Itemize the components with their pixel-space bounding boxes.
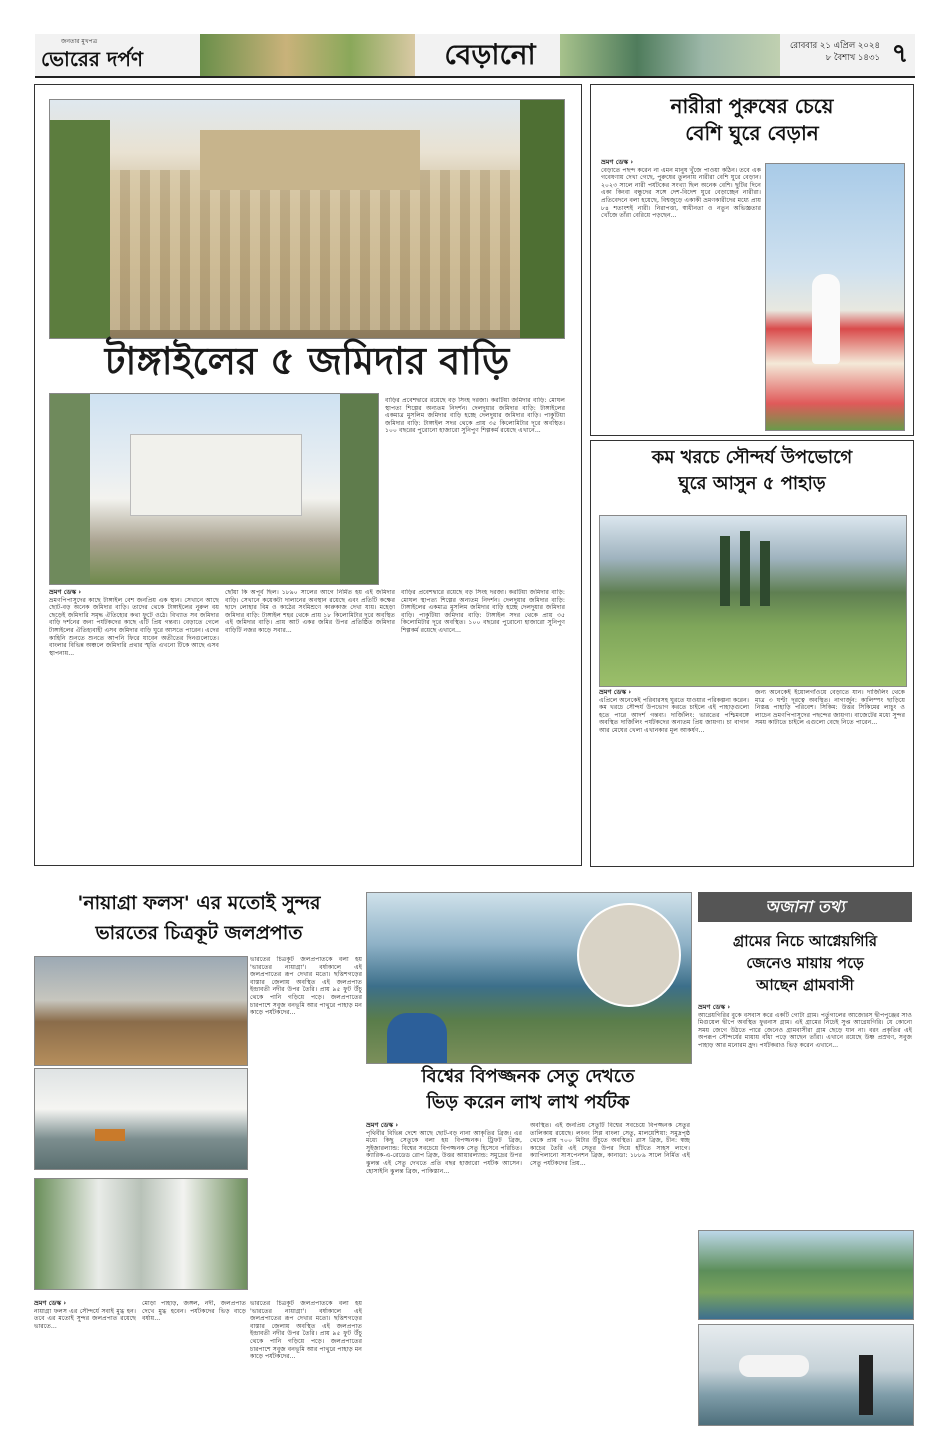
- tangail-col1-text: ভ্রমণপিপাসুদের কাছে টাঙ্গাইল বেশ জনপ্রিয় এক স্থান। সেখানে আছে ছোট-বড় অনেক জমিদার বাড়ি। তাদের থেকে টাঙ্গাইলের নুরুল বয় ছেড়েই জমিদারি সমৃদ্ধ ঐতিহ্যের কথা ফুটে ওঠে। বিখ্যাত সব জমিদার বাড়ি দর্শনের জন্য পর্যটকদের কাছে এটি প্রিয় গন্তব্য। বেড়াতে গেলে টাঙ্গাইলের ঐতিহ্যবাহী এসব জমিদার বাড়ি ঘুরে আসতে পারেন। এদের কাহিনি শুনতে শুনতে আপনি ফিরে যাবেন অতীতের দিনগুলোতে। বাংলার বিভিন্ন অঞ্চলে জমিদারি প্রথার স্মৃতি এখনো টিকে আছে এসব স্থাপনায়...: [49, 596, 219, 657]
- hills-col2: [755, 689, 905, 861]
- bridge-col2-text: অবস্থিত। এই জনপ্রিয় সেতুটি বিশ্বের সবচেয়ে বিপজ্জনক সেতুর তালিকায় রয়েছে। লংনং সিপ্ল বাংলা সেতু, মালয়েশিয়া: সমুদ্রপৃষ্ঠ থেকে প্রায় ৭০০ মিটার উঁচুতে অবস্থিত। গ্লাস ব্রিজ, চীন: স্বচ্ছ কাচের তৈরি এই সেতুর উপর দিয়ে হাঁটতে সাহস লাগে। ক্যাপিলানো সাসপেনশন ব্রিজ, কানাডা: ১৮৮৯ সালে নির্মিত এই সেতু পর্যটকদের প্রিয়...: [530, 1122, 690, 1167]
- women-byline: ভ্রমণ ডেস্ক ›: [601, 159, 634, 166]
- paper-name: ভোরের দর্পণ: [41, 47, 143, 71]
- date-english: রোববার ২১ এপ্রিল ২০২৪: [789, 41, 880, 51]
- bridge-col1-text: পৃথিবীর বিভিন্ন দেশে আছে ছোট-বড় নানা আকৃতির ব্রিজ। এর মধ্যে কিছু সেতুকে বলা হয় বিপজ্জনক। ট্রিফট ব্রিজ, সুইজারল্যান্ড: বিশ্বের সবচেয়ে বিপজ্জনক সেতু হিসেবে পরিচিত। ক্যারিক-এ-রেডেড রোপ ব্রিজ, উত্তর আয়ারল্যান্ড: সমুদ্রের উপর ঝুলন্ত এই সেতু দেখতে প্রতি বছর হাজারো পর্যটক আসেন। হোসাইনি ঝুলন্ত ব্রিজ, পাকিস্তান...: [366, 1129, 522, 1175]
- tangail-col2-text: ছোঁয়া কি অপূর্ব ছিল। ১৮৯০ সালের আগে নির্মিত হয় এই জমিদার বাড়ি। সেখানে কয়েকটা দালানের অবস্থান রয়েছে এবং প্রতিটি কক্ষের ছাদে লোহার বিম ও কাঠের সংমিশ্রণে কারুকাজ দেখা যায়। মহেড়া জমিদার বাড়ি: টাঙ্গাইল শহর থেকে প্রায় ১৮ কিলোমিটার দূরে অবস্থিত এই জমিদার বাড়ি। প্রায় আট একর জমির উপর প্রতিষ্ঠিত জমিদার বাড়িটি নজর কাড়ে সবার...: [225, 589, 395, 634]
- tangail-col1: [49, 589, 219, 859]
- tangail-col3b: [401, 589, 565, 859]
- bridge-byline: ভ্রমণ ডেস্ক ›: [366, 1122, 399, 1129]
- niagara-byline: ভ্রমণ ডেস্ক ›: [34, 1300, 67, 1307]
- unknown-fact-title-line2: জেনেও মায়ায় পড়ে: [746, 954, 864, 972]
- bridge-title-line1: বিশ্বের বিপজ্জনক সেতু দেখতে: [421, 1066, 635, 1087]
- waterfall-cliff-photo: [34, 1178, 248, 1290]
- tangail-story: [34, 84, 582, 866]
- hills-col1-text: এপ্রিলে অনেকেই পরিবারসহ ঘুরতে যাওয়ার পরিকল্পনা করেন। কম খরচে সৌন্দর্য উপভোগ করতে চাইলে এই পাহাড়গুলো হতে পারে আদর্শ গন্তব্য। দার্জিলিং: ভারতের পশ্চিমবঙ্গে অবস্থিত দার্জিলিং পর্যটকদের অন্যতম প্রিয় জায়গা। চা বাগান আর মেঘের খেলা এখানকার মূল আকর্ষণ...: [599, 696, 749, 734]
- bridge-story: [366, 892, 690, 1428]
- hills-title-line2: ঘুরে আসুন ৫ পাহাড়: [678, 473, 826, 494]
- women-body-text: বেড়াতে পছন্দ করেন না এমন মানুষ খুঁজে পাওয়া কঠিন। তবে এক গবেষণায় দেখা গেছে, পুরুষের তুলনায় নারীরা বেশি ঘুরে বেড়ান। ২০২৩ সালে নারী পর্যটকের সংখ্যা ছিল অনেক বেশি। ছুটির দিনে একা কিংবা বন্ধুদের সঙ্গে দেশ-বিদেশ ঘুরে বেড়াচ্ছেন নারীরা। প্রতিবেদনে বলা হয়েছে, বিশ্বজুড়ে একাকী ভ্রমণকারীদের মধ্যে প্রায় ৮৪ শতাংশই নারী। নিরাপত্তা, স্বাধীনতা ও নতুন অভিজ্ঞতার খোঁজে তাঁরা বেরিয়ে পড়ছেন...: [601, 166, 761, 220]
- helipad-photo: [698, 1324, 914, 1426]
- hills-title-line1: কম খরচে সৌন্দর্য উপভোগে: [651, 447, 853, 468]
- bridge-col1: [366, 1122, 522, 1424]
- niagara-title-line2: ভারতের চিত্রকূট জলপ্রপাত: [95, 922, 303, 944]
- hill-tea-garden-photo: [599, 515, 907, 687]
- masthead: [35, 34, 915, 78]
- women-title-line2: বেশি ঘুরে বেড়ান: [685, 121, 819, 145]
- niagara-bottom-col3: [250, 1300, 362, 1420]
- niagara-story: [34, 888, 364, 1428]
- page-number: ৭: [891, 39, 909, 69]
- unknown-fact-label: অজানা তথ্য: [698, 892, 912, 922]
- waterfall-boat-photo: [34, 1068, 248, 1170]
- unknown-fact-body: [698, 1004, 912, 1224]
- bridge-title: [366, 1064, 690, 1116]
- date-bengali: ৮ বৈশাখ ১৪৩১: [825, 53, 880, 63]
- boats-photo: [34, 956, 248, 1066]
- unknown-fact-title-line1: গ্রামের নিচে আগ্নেয়গিরি: [732, 932, 878, 950]
- niagara-right-col: [250, 956, 362, 1294]
- unknown-fact-story: [698, 892, 912, 1428]
- tangail-title: টাঙ্গাইলের ৫ জমিদার বাড়ি: [104, 338, 510, 383]
- niagara-title: [34, 888, 364, 948]
- unknown-fact-title: [698, 930, 912, 996]
- unknown-fact-body-text: আগ্নেয়গিরির বুকে বসবাস করে একটি গোটা গ্রাম। পর্তুগালের আজোরস দ্বীপপুঞ্জের সাও মিগুয়েল দ্বীপে অবস্থিত ফুরনাস গ্রাম। এই গ্রামের নিচেই সুপ্ত আগ্নেয়গিরি। যে কোনো সময় জেগে উঠতে পারে জেনেও গ্রামবাসীরা গ্রাম ছেড়ে যান না। বরং প্রকৃতির এই অপরূপ সৌন্দর্যের মায়ায় বাঁধা পড়ে আছেন তাঁরা। এখানে রয়েছে উষ্ণ প্রস্রবণ, সবুজ পাহাড় আর মনোরম হ্রদ। পর্যটকরাও ভিড় করেন এখানে...: [698, 1011, 912, 1049]
- palace-gate-photo: [49, 393, 379, 585]
- niagara-title-line1: 'নায়াগ্রা ফলস' এর মতোই সুন্দর: [77, 892, 321, 914]
- niagara-bottom-col2: [142, 1300, 246, 1420]
- niagara-bottom-col1: [34, 1300, 136, 1420]
- niagara-right-text: ভারতের চিত্রকূট জলপ্রপাতকে বলা হয় 'ভারতের নায়াগ্রা'। বর্ষাকালে এই জলপ্রপাতের রূপ দেখার মতো। ছত্তিশগড়ের বাস্তার জেলায় অবস্থিত এই জলপ্রপাত ইন্দ্রাবতী নদীর উপর তৈরি। প্রায় ৯৫ ফুট উঁচু থেকে পানি গড়িয়ে পড়ে। জলপ্রপাতের চারপাশে সবুজ বনভূমি আর পাথুরে পাহাড় মন কাড়ে পর্যটকদের...: [250, 956, 362, 1017]
- women-title: [597, 93, 907, 147]
- sea-bridge-photo: [366, 892, 692, 1064]
- niagara-bottom1-text: নায়াগ্রা ফলস এর সৌন্দর্যে সবাই মুগ্ধ হন। তবে এর মতোই সুন্দর জলপ্রপাত রয়েছে ভারতে...: [34, 1307, 136, 1330]
- section-title: বেড়ানো: [444, 38, 536, 71]
- tulip-field-photo: [765, 163, 905, 431]
- hills-col1: [599, 689, 749, 861]
- women-travel-story: [590, 84, 914, 436]
- zamindar-house-photo: [49, 99, 565, 339]
- tangail-col3b-text: বাড়ির প্রবেশদ্বারে রয়েছে বড় সিংহ দরজা। করটিয়া জমিদার বাড়ি: মোঘল স্থাপত্য শিল্পের অন্যতম নিদর্শন। দেলদুয়ার জমিদার বাড়ি: টাঙ্গাইলের একমাত্র মুসলিম জমিদার বাড়ি হচ্ছে দেলদুয়ার জমিদার বাড়ি। পাকুটিয়া জমিদার বাড়ি: টাঙ্গাইল সদর থেকে প্রায় ৩৫ কিলোমিটার দূরে অবস্থিত। ১০০ বছরের পুরোনো হাজারো সুনিপুণ শিল্পকর্ম রয়েছে এখানে...: [401, 589, 565, 634]
- unknown-fact-byline: ভ্রমণ ডেস্ক ›: [698, 1004, 731, 1011]
- hills-story: [590, 440, 914, 867]
- women-body: [601, 159, 761, 429]
- tangail-col3-text: বাড়ির প্রবেশদ্বারে রয়েছে বড় সিংহ দরজা। করটিয়া জমিদার বাড়ি: মোঘল স্থাপত্য শিল্পের অন্যতম নিদর্শন। দেলদুয়ার জমিদার বাড়ি: টাঙ্গাইলের একমাত্র মুসলিম জমিদার বাড়ি হচ্ছে দেলদুয়ার জমিদার বাড়ি। পাকুটিয়া জমিদার বাড়ি: টাঙ্গাইল সদর থেকে প্রায় ৩৫ কিলোমিটার দূরে অবস্থিত। ১০০ বছরের পুরোনো হাজারো সুনিপুণ শিল্পকর্ম রয়েছে এখানে...: [385, 397, 565, 435]
- women-title-line1: নারীরা পুরুষের চেয়ে: [670, 94, 834, 118]
- volcano-island-photo: [698, 1230, 914, 1320]
- paper-tagline: জনতার মুখপত্র: [61, 38, 98, 45]
- bridge-col2: [530, 1122, 690, 1424]
- hills-byline: ভ্রমণ ডেস্ক ›: [599, 689, 632, 696]
- hills-col2-text: জন্য অনেকেই ইয়োলগাঁওয়ে বেড়াতে যান। দার্জিলিং থেকে মাত্র ৩ ঘণ্টা দূরত্বে অবস্থিত। নাগার্জুন: কালিম্পং ছাড়িয়ে নিস্তব্ধ পাহাড়ি পরিবেশ। সিকিম: উত্তর সিকিমের লাচুং ও লাচেন ভ্রমণপিপাসুদের পছন্দের জায়গা। বাজেটের মধ্যে সুন্দর সময় কাটাতে চাইলে এগুলো বেছে নিতে পারেন...: [755, 689, 905, 727]
- unknown-fact-title-line3: আছেন গ্রামবাসী: [756, 976, 854, 994]
- niagara-bottom3-text: ভারতের চিত্রকূট জলপ্রপাতকে বলা হয় 'ভারতের নায়াগ্রা'। বর্ষাকালে এই জলপ্রপাতের রূপ দেখার মতো। ছত্তিশগড়ের বাস্তার জেলায় অবস্থিত এই জলপ্রপাত ইন্দ্রাবতী নদীর উপর তৈরি। প্রায় ৯৫ ফুট উঁচু থেকে পানি গড়িয়ে পড়ে। জলপ্রপাতের চারপাশে সবুজ বনভূমি আর পাথুরে পাহাড় মন কাড়ে পর্যটকদের...: [250, 1300, 362, 1361]
- niagara-bottom2-text: মোড়া পাহাড়, জঙ্গল, নদী, জলপ্রপাত দেখে মুগ্ধ হবেন। পর্যটকদের ভিড় বাড়ে বর্ষায়...: [142, 1300, 246, 1323]
- masthead-photo-left: [200, 34, 415, 76]
- tangail-col2: [225, 589, 395, 859]
- hills-title: [595, 445, 909, 497]
- date-block: [780, 40, 880, 64]
- paper-logo: [41, 36, 201, 74]
- tangail-byline: ভ্রমণ ডেস্ক ›: [49, 589, 82, 596]
- masthead-photo-right: [560, 34, 780, 76]
- bridge-title-line2: ভিড় করেন লাখ লাখ পর্যটক: [426, 1092, 630, 1113]
- tangail-col3: [385, 397, 565, 585]
